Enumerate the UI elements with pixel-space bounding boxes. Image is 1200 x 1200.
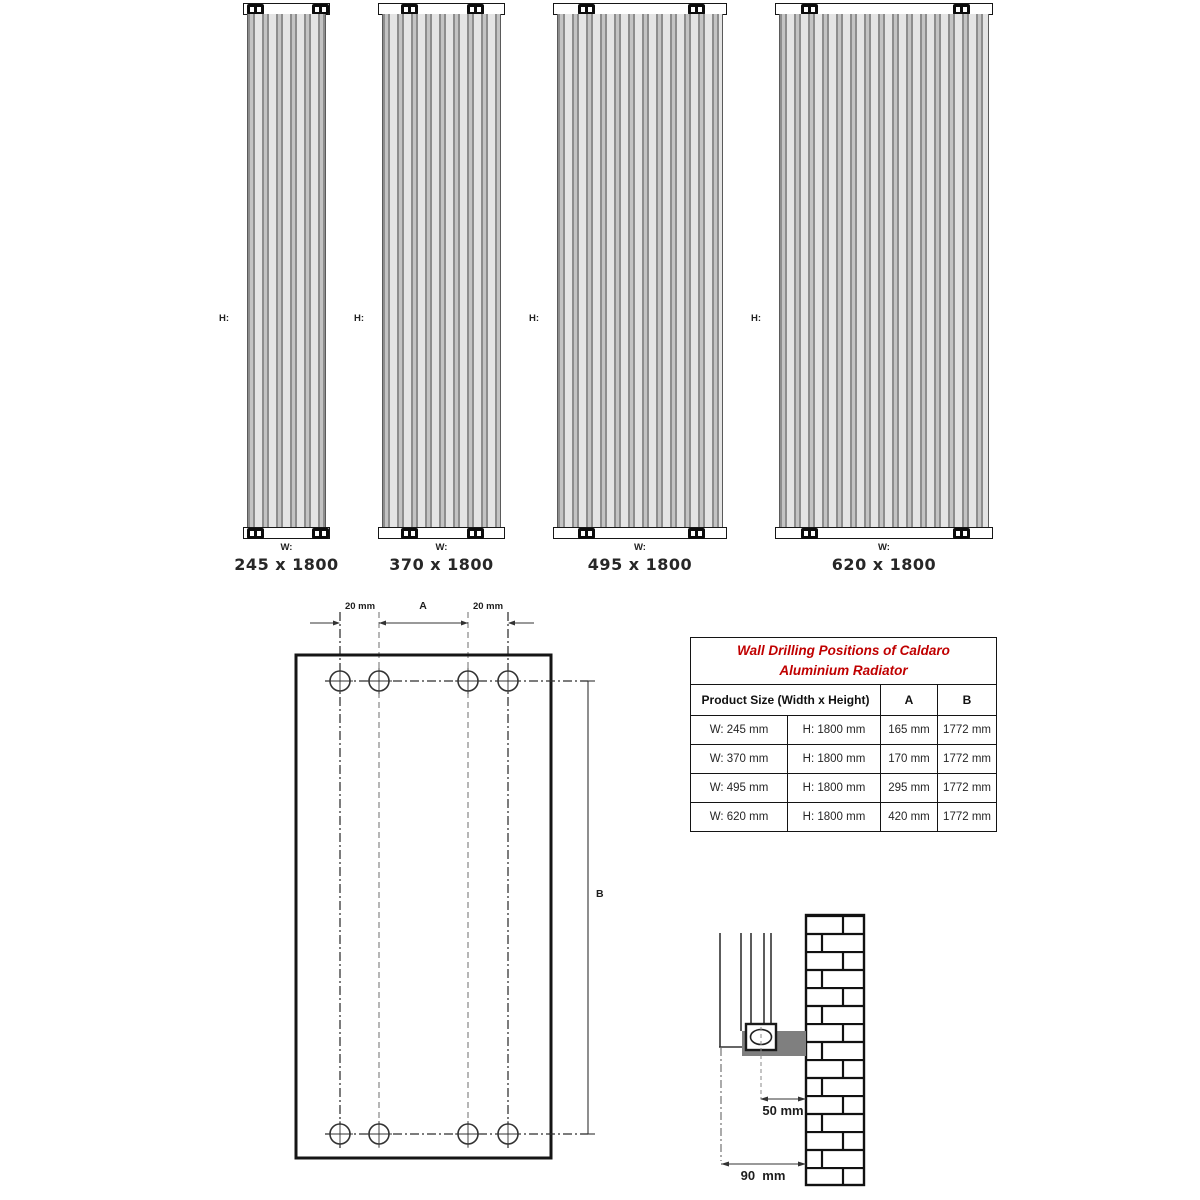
radiator-bottom-bar xyxy=(553,527,727,539)
table-cell-h: H: 1800 mm xyxy=(788,745,881,774)
arrow-icon xyxy=(721,1162,729,1167)
height-axis-label: H: xyxy=(751,313,762,324)
table-cell-a: 165 mm xyxy=(881,716,938,745)
radiator-fins xyxy=(557,14,723,528)
radiator-fins xyxy=(247,14,326,528)
width-axis-label: W: xyxy=(634,542,646,553)
dimension-a-label: A xyxy=(419,600,427,612)
table-row xyxy=(691,803,997,832)
arrow-icon xyxy=(798,1162,806,1167)
table-cell-w: W: 620 mm xyxy=(691,803,788,832)
table-header-row xyxy=(691,685,997,716)
column-header-a: A xyxy=(881,685,938,716)
table-title-line2: Aluminium Radiator xyxy=(779,663,908,678)
arrow-icon xyxy=(508,621,515,626)
radiator-front-view-495x1800 xyxy=(529,3,727,574)
radiator-bottom-bar xyxy=(378,527,505,539)
dimension-20mm-right-label: 20 mm xyxy=(472,601,504,612)
table-title-row xyxy=(691,638,997,685)
radiator-fins xyxy=(779,14,989,528)
height-axis-label: H: xyxy=(219,313,230,324)
dimension-90mm-label: 90 mm xyxy=(740,1168,786,1183)
table-cell-h: H: 1800 mm xyxy=(788,803,881,832)
wall-bracket-icon xyxy=(312,528,329,539)
radiator-front-view-245x1800 xyxy=(219,3,339,574)
table-cell-w: W: 370 mm xyxy=(691,745,788,774)
column-header-product-size: Product Size (Width x Height) xyxy=(691,685,881,716)
radiator-size-label: 370 x 1800 xyxy=(389,555,494,574)
dimension-50mm-label: 50 mm xyxy=(762,1103,804,1118)
table-title-line1: Wall Drilling Positions of Caldaro xyxy=(737,643,950,659)
table-cell-a: 170 mm xyxy=(881,745,938,774)
table-cell-a: 295 mm xyxy=(881,774,938,803)
table-cell-h: H: 1800 mm xyxy=(788,716,881,745)
height-axis-label: H: xyxy=(354,313,365,324)
arrow-icon xyxy=(333,621,340,626)
radiator-outline xyxy=(296,655,551,1158)
wall-mounting-side-view xyxy=(700,903,890,1200)
drilling-positions-table xyxy=(690,637,997,832)
table-row xyxy=(691,716,997,745)
table-cell-b: 1772 mm xyxy=(938,745,997,774)
wall-bracket-icon xyxy=(467,528,484,539)
wall-bracket-icon xyxy=(801,528,818,539)
table-title xyxy=(691,638,997,685)
radiator-bottom-bar xyxy=(775,527,993,539)
arrow-icon xyxy=(461,621,468,626)
wall-bracket-icon xyxy=(247,528,264,539)
table-row xyxy=(691,745,997,774)
table-row xyxy=(691,774,997,803)
wall-bracket-icon xyxy=(953,528,970,539)
wall-bracket-icon xyxy=(401,528,418,539)
arrow-icon xyxy=(798,1097,806,1102)
radiator-fins xyxy=(382,14,501,528)
radiator-bottom-bar xyxy=(243,527,330,539)
table-cell-a: 420 mm xyxy=(881,803,938,832)
column-header-b: B xyxy=(938,685,997,716)
radiator-front-view-370x1800 xyxy=(354,3,505,574)
brick-wall xyxy=(806,915,864,1185)
arrow-icon xyxy=(379,621,386,626)
radiator-size-label: 245 x 1800 xyxy=(234,555,339,574)
table-cell-b: 1772 mm xyxy=(938,774,997,803)
table-cell-b: 1772 mm xyxy=(938,803,997,832)
table-cell-w: W: 245 mm xyxy=(691,716,788,745)
width-axis-label: W: xyxy=(878,542,890,553)
wall-bracket-icon xyxy=(578,528,595,539)
radiator-front-view-620x1800 xyxy=(751,3,993,574)
radiator-size-label: 495 x 1800 xyxy=(587,555,693,574)
table-cell-w: W: 495 mm xyxy=(691,774,788,803)
table-cell-h: H: 1800 mm xyxy=(788,774,881,803)
width-axis-label: W: xyxy=(280,542,293,553)
height-axis-label: H: xyxy=(529,313,540,324)
drilling-positions-diagram xyxy=(280,588,620,1173)
wall-bracket-icon xyxy=(688,528,705,539)
drill-holes xyxy=(327,668,521,1147)
radiator-size-label: 620 x 1800 xyxy=(831,555,937,574)
dimension-20mm-left-label: 20 mm xyxy=(344,601,376,612)
dimension-b-label: B xyxy=(596,888,604,900)
width-axis-label: W: xyxy=(435,542,448,553)
table-cell-b: 1772 mm xyxy=(938,716,997,745)
